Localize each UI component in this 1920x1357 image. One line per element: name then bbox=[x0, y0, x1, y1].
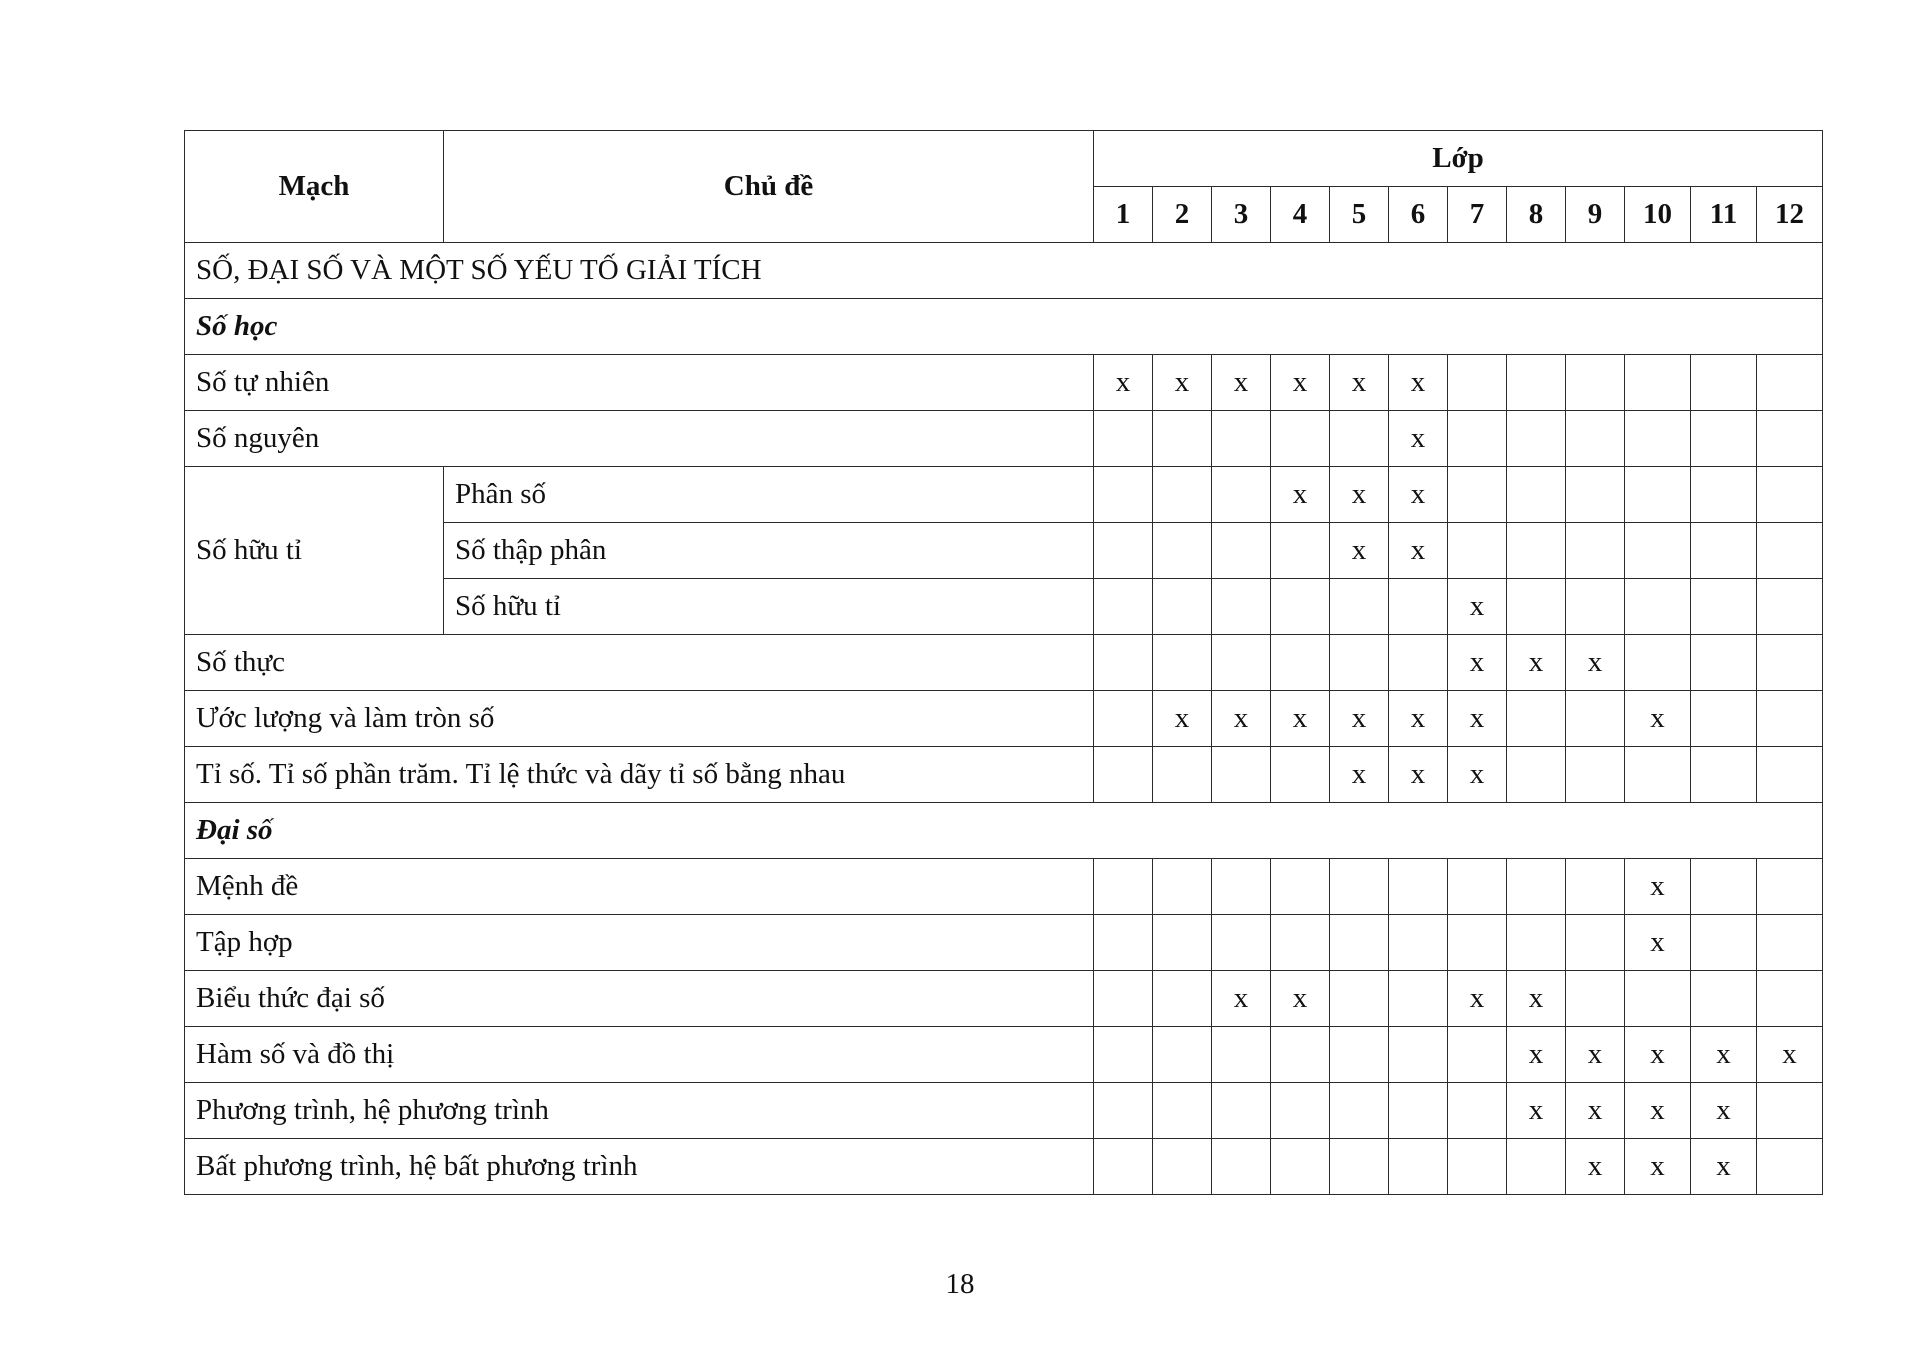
mark-cell-grade-9 bbox=[1566, 523, 1625, 579]
mark-cell-grade-9 bbox=[1566, 859, 1625, 915]
mark-cell-grade-11: x bbox=[1691, 1083, 1757, 1139]
mark-cell-grade-8 bbox=[1507, 355, 1566, 411]
mark-cell-grade-10: x bbox=[1625, 691, 1691, 747]
mark-cell-grade-4 bbox=[1271, 1027, 1330, 1083]
mark-cell-grade-2 bbox=[1153, 635, 1212, 691]
mark-cell-grade-5: x bbox=[1330, 355, 1389, 411]
mark-cell-grade-3: x bbox=[1212, 971, 1271, 1027]
mark-cell-grade-7 bbox=[1448, 859, 1507, 915]
mark-cell-grade-9 bbox=[1566, 915, 1625, 971]
mark-cell-grade-1 bbox=[1094, 523, 1153, 579]
mark-cell-grade-5 bbox=[1330, 411, 1389, 467]
subtopic-label: Số hữu tỉ bbox=[444, 579, 1094, 635]
mark-cell-grade-9 bbox=[1566, 411, 1625, 467]
mark-cell-grade-12 bbox=[1757, 971, 1823, 1027]
topic-label: Tập hợp bbox=[185, 915, 1094, 971]
mark-cell-grade-12 bbox=[1757, 915, 1823, 971]
topic-label: Số thực bbox=[185, 635, 1094, 691]
mark-cell-grade-5: x bbox=[1330, 467, 1389, 523]
mark-cell-grade-11 bbox=[1691, 523, 1757, 579]
mark-cell-grade-7 bbox=[1448, 1083, 1507, 1139]
header-mach: Mạch bbox=[185, 131, 444, 243]
mark-cell-grade-9: x bbox=[1566, 1139, 1625, 1195]
mark-cell-grade-12 bbox=[1757, 1139, 1823, 1195]
mark-cell-grade-7 bbox=[1448, 915, 1507, 971]
mark-cell-grade-12 bbox=[1757, 747, 1823, 803]
mark-cell-grade-1 bbox=[1094, 859, 1153, 915]
mark-cell-grade-8 bbox=[1507, 579, 1566, 635]
mark-cell-grade-4 bbox=[1271, 579, 1330, 635]
mark-cell-grade-6 bbox=[1389, 971, 1448, 1027]
header-lop: Lớp bbox=[1094, 131, 1823, 187]
mark-cell-grade-7 bbox=[1448, 1027, 1507, 1083]
mark-cell-grade-7: x bbox=[1448, 579, 1507, 635]
mark-cell-grade-1 bbox=[1094, 691, 1153, 747]
mark-cell-grade-8 bbox=[1507, 691, 1566, 747]
mark-cell-grade-8: x bbox=[1507, 1083, 1566, 1139]
mark-cell-grade-11 bbox=[1691, 467, 1757, 523]
mark-cell-grade-6 bbox=[1389, 915, 1448, 971]
mark-cell-grade-8: x bbox=[1507, 971, 1566, 1027]
mark-cell-grade-1 bbox=[1094, 1083, 1153, 1139]
mark-cell-grade-12 bbox=[1757, 467, 1823, 523]
table-row bbox=[185, 691, 1823, 747]
mark-cell-grade-8 bbox=[1507, 523, 1566, 579]
topic-label: Biểu thức đại số bbox=[185, 971, 1094, 1027]
mark-cell-grade-2 bbox=[1153, 915, 1212, 971]
mark-cell-grade-3 bbox=[1212, 467, 1271, 523]
mark-cell-grade-10 bbox=[1625, 411, 1691, 467]
grade-header-9: 9 bbox=[1566, 187, 1625, 243]
table-row bbox=[185, 747, 1823, 803]
topic-label: Mệnh đề bbox=[185, 859, 1094, 915]
mark-cell-grade-5: x bbox=[1330, 747, 1389, 803]
mark-cell-grade-9 bbox=[1566, 691, 1625, 747]
mark-cell-grade-11 bbox=[1691, 579, 1757, 635]
mark-cell-grade-1 bbox=[1094, 1139, 1153, 1195]
mark-cell-grade-2 bbox=[1153, 467, 1212, 523]
topic-label: Tỉ số. Tỉ số phần trăm. Tỉ lệ thức và dãy tỉ số bằng nhau bbox=[185, 747, 1094, 803]
table-row bbox=[185, 411, 1823, 467]
mark-cell-grade-10: x bbox=[1625, 1027, 1691, 1083]
mark-cell-grade-12: x bbox=[1757, 1027, 1823, 1083]
mark-cell-grade-10: x bbox=[1625, 915, 1691, 971]
mark-cell-grade-8 bbox=[1507, 859, 1566, 915]
mark-cell-grade-9 bbox=[1566, 579, 1625, 635]
grade-header-10: 10 bbox=[1625, 187, 1691, 243]
mark-cell-grade-3 bbox=[1212, 915, 1271, 971]
table-row bbox=[185, 355, 1823, 411]
mark-cell-grade-8 bbox=[1507, 747, 1566, 803]
table-row bbox=[185, 859, 1823, 915]
mark-cell-grade-3 bbox=[1212, 747, 1271, 803]
subsection-so-hoc: Số học bbox=[185, 299, 1823, 355]
mark-cell-grade-3 bbox=[1212, 1083, 1271, 1139]
table-row bbox=[185, 915, 1823, 971]
section-title: SỐ, ĐẠI SỐ VÀ MỘT SỐ YẾU TỐ GIẢI TÍCH bbox=[185, 243, 1823, 299]
mark-cell-grade-5 bbox=[1330, 1139, 1389, 1195]
mark-cell-grade-7 bbox=[1448, 1139, 1507, 1195]
mark-cell-grade-2 bbox=[1153, 523, 1212, 579]
mark-cell-grade-8 bbox=[1507, 411, 1566, 467]
mark-cell-grade-4 bbox=[1271, 1139, 1330, 1195]
mark-cell-grade-10 bbox=[1625, 747, 1691, 803]
mark-cell-grade-5 bbox=[1330, 635, 1389, 691]
mark-cell-grade-4 bbox=[1271, 411, 1330, 467]
mark-cell-grade-8 bbox=[1507, 467, 1566, 523]
mark-cell-grade-1: x bbox=[1094, 355, 1153, 411]
mark-cell-grade-7 bbox=[1448, 467, 1507, 523]
mark-cell-grade-6: x bbox=[1389, 411, 1448, 467]
mark-cell-grade-3 bbox=[1212, 1139, 1271, 1195]
mark-cell-grade-8: x bbox=[1507, 635, 1566, 691]
topic-label: Số tự nhiên bbox=[185, 355, 1094, 411]
grade-header-6: 6 bbox=[1389, 187, 1448, 243]
table-row bbox=[185, 1083, 1823, 1139]
mark-cell-grade-12 bbox=[1757, 355, 1823, 411]
subsection-so-hoc-row bbox=[185, 299, 1823, 355]
mark-cell-grade-9 bbox=[1566, 971, 1625, 1027]
table-row bbox=[185, 467, 1823, 523]
mark-cell-grade-4: x bbox=[1271, 971, 1330, 1027]
mark-cell-grade-6: x bbox=[1389, 467, 1448, 523]
mark-cell-grade-9: x bbox=[1566, 1083, 1625, 1139]
mark-cell-grade-11: x bbox=[1691, 1139, 1757, 1195]
mark-cell-grade-5: x bbox=[1330, 523, 1389, 579]
mark-cell-grade-5 bbox=[1330, 915, 1389, 971]
mark-cell-grade-3: x bbox=[1212, 691, 1271, 747]
mark-cell-grade-8 bbox=[1507, 915, 1566, 971]
mark-cell-grade-8 bbox=[1507, 1139, 1566, 1195]
mark-cell-grade-5: x bbox=[1330, 691, 1389, 747]
subsection-dai-so-row bbox=[185, 803, 1823, 859]
grade-header-7: 7 bbox=[1448, 187, 1507, 243]
mark-cell-grade-6 bbox=[1389, 1027, 1448, 1083]
mark-cell-grade-1 bbox=[1094, 747, 1153, 803]
mark-cell-grade-1 bbox=[1094, 579, 1153, 635]
subtopic-label: Số thập phân bbox=[444, 523, 1094, 579]
topic-label: Phương trình, hệ phương trình bbox=[185, 1083, 1094, 1139]
table-row bbox=[185, 971, 1823, 1027]
mark-cell-grade-2 bbox=[1153, 1139, 1212, 1195]
mark-cell-grade-8: x bbox=[1507, 1027, 1566, 1083]
mark-cell-grade-7: x bbox=[1448, 635, 1507, 691]
mark-cell-grade-4 bbox=[1271, 747, 1330, 803]
mark-cell-grade-2: x bbox=[1153, 355, 1212, 411]
mark-cell-grade-9 bbox=[1566, 467, 1625, 523]
mark-cell-grade-2 bbox=[1153, 411, 1212, 467]
mark-cell-grade-4 bbox=[1271, 523, 1330, 579]
mark-cell-grade-7 bbox=[1448, 411, 1507, 467]
mark-cell-grade-11 bbox=[1691, 747, 1757, 803]
mark-cell-grade-1 bbox=[1094, 971, 1153, 1027]
mark-cell-grade-6 bbox=[1389, 1083, 1448, 1139]
mark-cell-grade-2 bbox=[1153, 1027, 1212, 1083]
mark-cell-grade-2 bbox=[1153, 1083, 1212, 1139]
mark-cell-grade-9: x bbox=[1566, 1027, 1625, 1083]
mark-cell-grade-2 bbox=[1153, 747, 1212, 803]
subtopic-label: Phân số bbox=[444, 467, 1094, 523]
mark-cell-grade-10 bbox=[1625, 523, 1691, 579]
table-row bbox=[185, 1027, 1823, 1083]
mark-cell-grade-3 bbox=[1212, 1027, 1271, 1083]
mark-cell-grade-7: x bbox=[1448, 747, 1507, 803]
mark-cell-grade-6 bbox=[1389, 1139, 1448, 1195]
mark-cell-grade-5 bbox=[1330, 971, 1389, 1027]
section-title-row bbox=[185, 243, 1823, 299]
topic-label: Hàm số và đồ thị bbox=[185, 1027, 1094, 1083]
mark-cell-grade-7: x bbox=[1448, 691, 1507, 747]
mark-cell-grade-4 bbox=[1271, 1083, 1330, 1139]
mark-cell-grade-4 bbox=[1271, 915, 1330, 971]
mark-cell-grade-4 bbox=[1271, 635, 1330, 691]
grade-header-3: 3 bbox=[1212, 187, 1271, 243]
mark-cell-grade-3 bbox=[1212, 635, 1271, 691]
mark-cell-grade-3 bbox=[1212, 411, 1271, 467]
mark-cell-grade-1 bbox=[1094, 915, 1153, 971]
mark-cell-grade-10 bbox=[1625, 355, 1691, 411]
mark-cell-grade-9: x bbox=[1566, 635, 1625, 691]
mark-cell-grade-6 bbox=[1389, 635, 1448, 691]
mark-cell-grade-5 bbox=[1330, 579, 1389, 635]
grade-header-5: 5 bbox=[1330, 187, 1389, 243]
mark-cell-grade-1 bbox=[1094, 411, 1153, 467]
grade-header-2: 2 bbox=[1153, 187, 1212, 243]
grade-header-12: 12 bbox=[1757, 187, 1823, 243]
table-row bbox=[185, 635, 1823, 691]
mark-cell-grade-6: x bbox=[1389, 747, 1448, 803]
mark-cell-grade-1 bbox=[1094, 635, 1153, 691]
mark-cell-grade-6: x bbox=[1389, 691, 1448, 747]
mark-cell-grade-11: x bbox=[1691, 1027, 1757, 1083]
mark-cell-grade-6: x bbox=[1389, 523, 1448, 579]
mark-cell-grade-12 bbox=[1757, 859, 1823, 915]
subsection-dai-so: Đại số bbox=[185, 803, 1823, 859]
table-row bbox=[185, 1139, 1823, 1195]
grade-header-8: 8 bbox=[1507, 187, 1566, 243]
mark-cell-grade-3 bbox=[1212, 579, 1271, 635]
mark-cell-grade-12 bbox=[1757, 579, 1823, 635]
mark-cell-grade-2 bbox=[1153, 579, 1212, 635]
mark-cell-grade-11 bbox=[1691, 691, 1757, 747]
grade-header-4: 4 bbox=[1271, 187, 1330, 243]
mark-cell-grade-10 bbox=[1625, 579, 1691, 635]
grade-header-11: 11 bbox=[1691, 187, 1757, 243]
mark-cell-grade-7 bbox=[1448, 523, 1507, 579]
mark-cell-grade-11 bbox=[1691, 411, 1757, 467]
mark-cell-grade-4: x bbox=[1271, 355, 1330, 411]
mark-cell-grade-11 bbox=[1691, 859, 1757, 915]
grade-header-1: 1 bbox=[1094, 187, 1153, 243]
mark-cell-grade-12 bbox=[1757, 691, 1823, 747]
mark-cell-grade-3 bbox=[1212, 523, 1271, 579]
page-number: 18 bbox=[945, 1268, 975, 1300]
mark-cell-grade-7: x bbox=[1448, 971, 1507, 1027]
mark-cell-grade-5 bbox=[1330, 859, 1389, 915]
mark-cell-grade-10: x bbox=[1625, 1139, 1691, 1195]
mark-cell-grade-2: x bbox=[1153, 691, 1212, 747]
mark-cell-grade-6 bbox=[1389, 579, 1448, 635]
mark-cell-grade-1 bbox=[1094, 467, 1153, 523]
topic-label: Bất phương trình, hệ bất phương trình bbox=[185, 1139, 1094, 1195]
mark-cell-grade-11 bbox=[1691, 971, 1757, 1027]
mark-cell-grade-10: x bbox=[1625, 1083, 1691, 1139]
mark-cell-grade-7 bbox=[1448, 355, 1507, 411]
mark-cell-grade-10 bbox=[1625, 467, 1691, 523]
topic-label: Số nguyên bbox=[185, 411, 1094, 467]
mark-cell-grade-11 bbox=[1691, 915, 1757, 971]
mark-cell-grade-11 bbox=[1691, 635, 1757, 691]
curriculum-table bbox=[184, 130, 1823, 1195]
mark-cell-grade-5 bbox=[1330, 1083, 1389, 1139]
mark-cell-grade-12 bbox=[1757, 1083, 1823, 1139]
mark-cell-grade-3 bbox=[1212, 859, 1271, 915]
mark-cell-grade-4 bbox=[1271, 859, 1330, 915]
mark-cell-grade-2 bbox=[1153, 859, 1212, 915]
mark-cell-grade-2 bbox=[1153, 971, 1212, 1027]
mark-cell-grade-1 bbox=[1094, 1027, 1153, 1083]
mark-cell-grade-12 bbox=[1757, 411, 1823, 467]
mark-cell-grade-3: x bbox=[1212, 355, 1271, 411]
mark-cell-grade-9 bbox=[1566, 747, 1625, 803]
mark-cell-grade-11 bbox=[1691, 355, 1757, 411]
mark-cell-grade-10 bbox=[1625, 971, 1691, 1027]
header-chu-de: Chủ đề bbox=[444, 131, 1094, 243]
mark-cell-grade-10: x bbox=[1625, 859, 1691, 915]
mark-cell-grade-6: x bbox=[1389, 355, 1448, 411]
mark-cell-grade-9 bbox=[1566, 355, 1625, 411]
mark-cell-grade-4: x bbox=[1271, 691, 1330, 747]
mark-cell-grade-6 bbox=[1389, 859, 1448, 915]
mark-cell-grade-10 bbox=[1625, 635, 1691, 691]
mark-cell-grade-12 bbox=[1757, 635, 1823, 691]
topic-label: Ước lượng và làm tròn số bbox=[185, 691, 1094, 747]
mark-cell-grade-5 bbox=[1330, 1027, 1389, 1083]
mark-cell-grade-4: x bbox=[1271, 467, 1330, 523]
group-label: Số hữu tỉ bbox=[185, 467, 444, 635]
mark-cell-grade-12 bbox=[1757, 523, 1823, 579]
